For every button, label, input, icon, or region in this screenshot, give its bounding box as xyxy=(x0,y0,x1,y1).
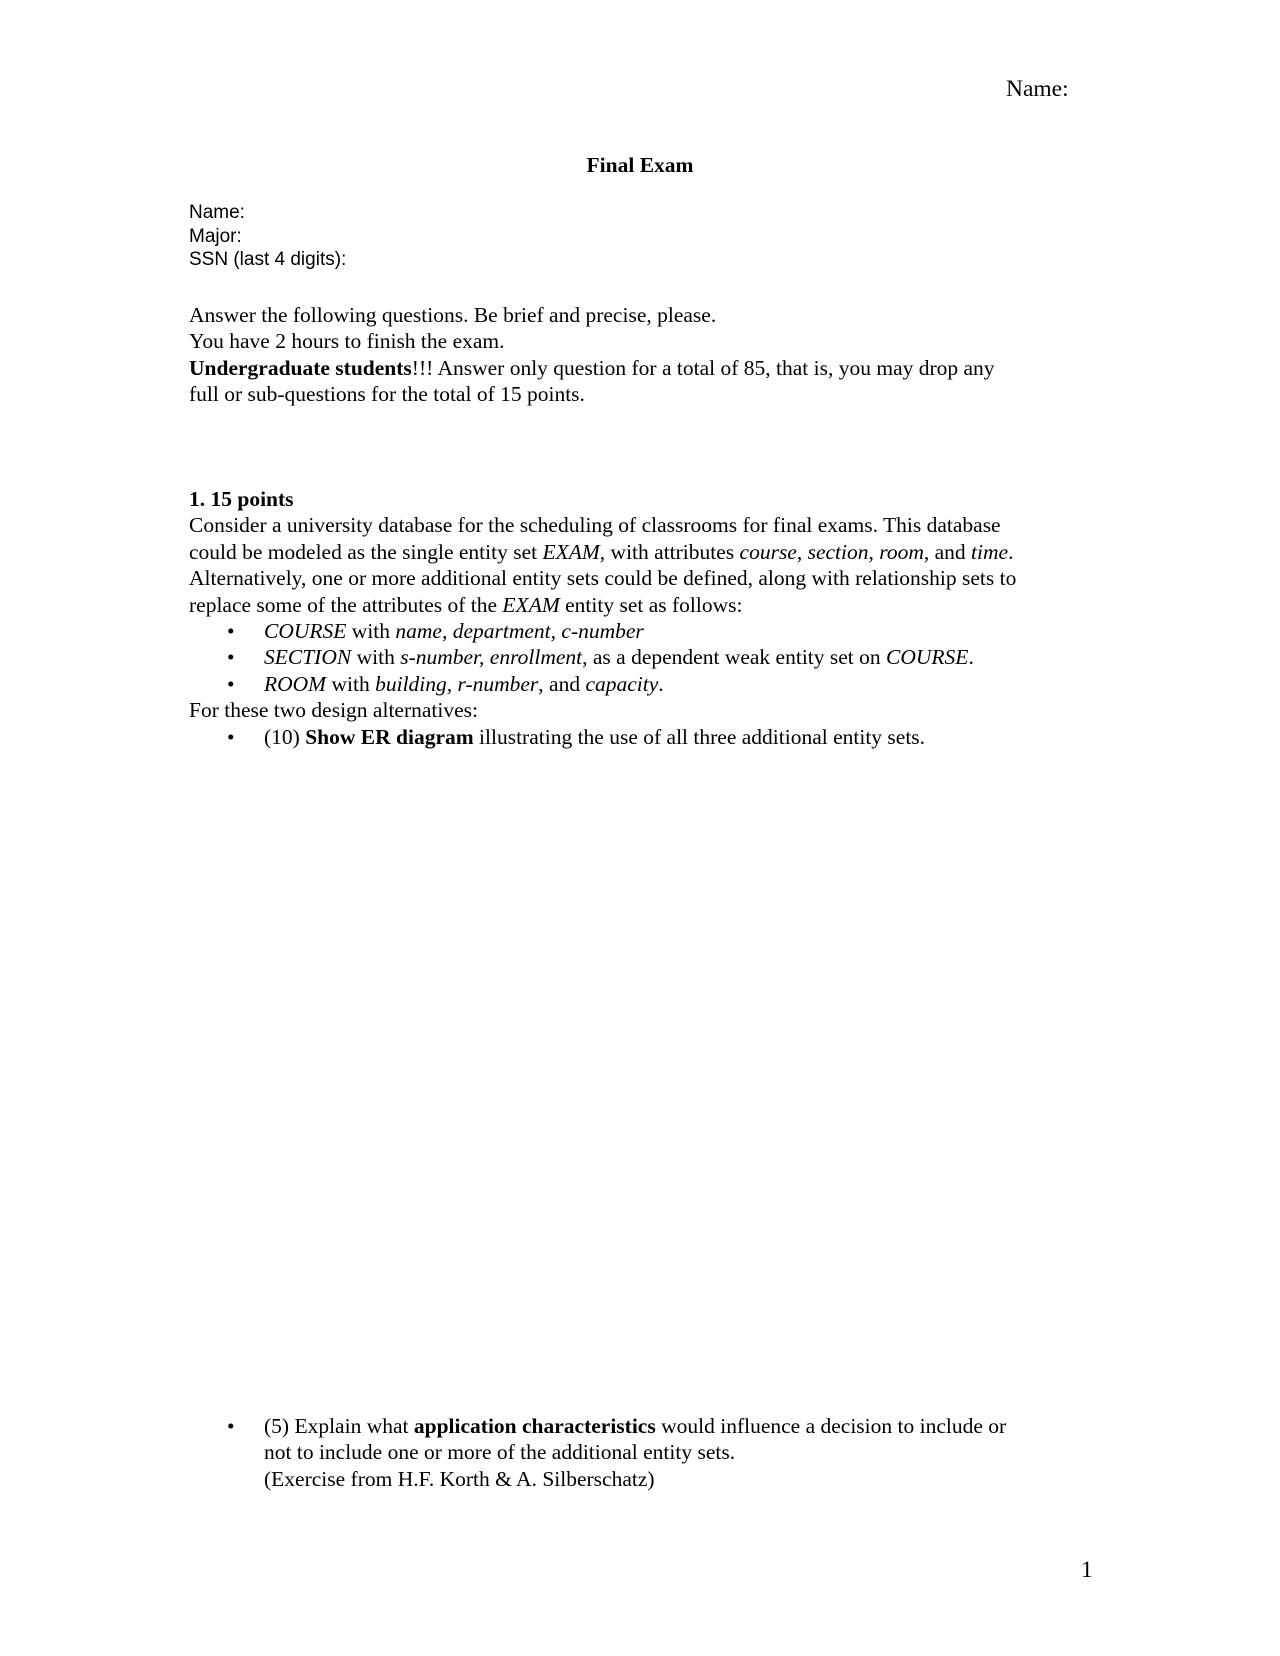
design-alternatives-text: For these two design alternatives: xyxy=(189,698,478,723)
page-title: Final Exam xyxy=(586,153,694,177)
sub-question-list xyxy=(189,724,1089,750)
ssn-field-label: SSN (last 4 digits): xyxy=(189,249,347,270)
question-1-text-line-1: Consider a university database for the scheduling of classrooms for final exams. This database xyxy=(189,513,1001,538)
name-field-label: Name: xyxy=(189,202,245,223)
undergrad-text: !!! Answer only question for a total of 85, that is, you may drop any xyxy=(411,355,995,380)
exercise-source: (Exercise from H.F. Korth & A. Silberschatz) xyxy=(264,1466,655,1491)
undergrad-note xyxy=(189,355,1089,381)
student-fields xyxy=(189,201,346,272)
question-1-text-line-2: could be modeled as the single entity set EXAM, with attributes course, section, room, and time. xyxy=(189,539,1014,564)
list-item: • COURSE with name, department, c-number xyxy=(227,619,644,644)
header-name-label: Name: xyxy=(1006,76,1069,102)
list-item: • ROOM with building, r-number, and capacity. xyxy=(227,671,664,696)
page-number: 1 xyxy=(1081,1557,1093,1583)
bullet-icon: • xyxy=(227,619,235,644)
entity-list xyxy=(189,618,1089,697)
bullet-icon: • xyxy=(227,645,235,670)
major-field-label: Major: xyxy=(189,225,242,247)
question-1-text-line-3: Alternatively, one or more additional entity sets could be defined, along with relationship sets to xyxy=(189,566,1017,591)
instructions xyxy=(189,302,1089,408)
question-1-heading: 1. 15 points xyxy=(189,487,294,511)
bullet-icon: • xyxy=(227,671,235,696)
bullet-icon: • xyxy=(227,724,235,749)
instruction-line-1: Answer the following questions. Be brief and precise, please. xyxy=(189,303,717,327)
instruction-line-2: You have 2 hours to finish the exam. xyxy=(189,329,505,354)
sub-question-1: • (10) Show ER diagram illustrating the use of all three additional entity sets. xyxy=(227,724,926,749)
bullet-icon: • xyxy=(227,1414,235,1438)
list-item: • SECTION with s-number, enrollment, as a dependent weak entity set on COURSE. xyxy=(227,645,974,670)
undergrad-note-cont: full or sub-questions for the total of 15 points. xyxy=(189,382,585,407)
question-1-text-line-4: replace some of the attributes of the EXAM entity set as follows: xyxy=(189,592,743,617)
question-1 xyxy=(189,486,1089,750)
undergrad-bold: Undergraduate students xyxy=(189,355,412,380)
sub-question-2-block xyxy=(189,1413,1089,1492)
sub-question-2: • (5) Explain what application characteristics would influence a decision to include or not to include one or more of the additional entity sets. (Exercise from H.F. Korth & A. Silberschatz) xyxy=(227,1414,1007,1491)
